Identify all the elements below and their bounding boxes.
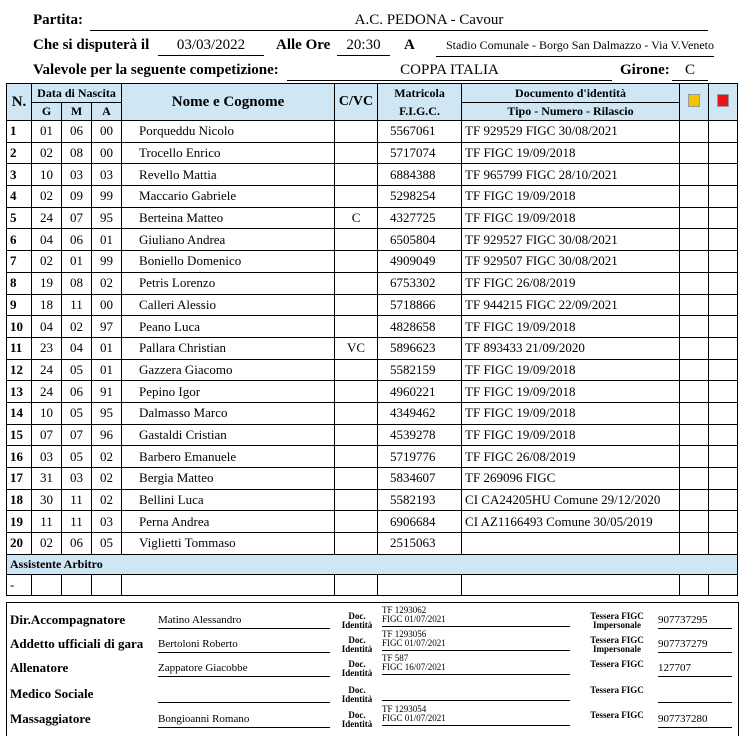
col-birthdate: Data di Nascita bbox=[32, 84, 122, 103]
player-cvc bbox=[335, 402, 378, 424]
birth-month: 05 bbox=[62, 446, 92, 468]
player-cvc bbox=[335, 272, 378, 294]
col-number: N. bbox=[7, 84, 32, 121]
player-red-card-cell bbox=[709, 359, 738, 381]
birth-day: 10 bbox=[32, 164, 62, 186]
birth-year: 01 bbox=[92, 337, 122, 359]
player-red-card-cell bbox=[709, 402, 738, 424]
player-row bbox=[7, 424, 738, 446]
birth-month: 01 bbox=[62, 251, 92, 273]
birth-month: 07 bbox=[62, 424, 92, 446]
assistant-referee-label: Assistente Arbitro bbox=[7, 554, 738, 574]
birth-year: 99 bbox=[92, 186, 122, 208]
player-name: Porqueddu Nicolo bbox=[122, 121, 335, 143]
birth-year: 02 bbox=[92, 446, 122, 468]
staff-tessera-label: Tessera FIGC bbox=[590, 710, 644, 720]
player-cvc bbox=[335, 468, 378, 490]
player-yellow-card-cell bbox=[680, 511, 709, 533]
staff-doc-label: Doc. Identità bbox=[341, 611, 373, 630]
birth-year: 03 bbox=[92, 164, 122, 186]
at-label: A bbox=[404, 37, 415, 53]
staff-tessera: 127707 bbox=[658, 662, 732, 677]
competition-label: Valevole per la seguente competizione: bbox=[33, 62, 279, 78]
player-document: TF FIGC 19/09/2018 bbox=[462, 316, 680, 338]
player-name: Barbero Emanuele bbox=[122, 446, 335, 468]
player-name: Petris Lorenzo bbox=[122, 272, 335, 294]
birth-day: 01 bbox=[32, 121, 62, 143]
player-row bbox=[7, 468, 738, 490]
birth-day: 30 bbox=[32, 489, 62, 511]
player-number: 19 bbox=[7, 511, 32, 533]
birth-year: 05 bbox=[92, 533, 122, 555]
staff-name: Bongioanni Romano bbox=[158, 713, 330, 728]
player-row bbox=[7, 359, 738, 381]
player-matricola: 5582193 bbox=[378, 489, 462, 511]
staff-role: Allenatore bbox=[10, 660, 69, 675]
player-row bbox=[7, 337, 738, 359]
col-figc: F.I.G.C. bbox=[378, 103, 462, 121]
player-matricola: 5717074 bbox=[378, 142, 462, 164]
player-row bbox=[7, 207, 738, 229]
player-number: 5 bbox=[7, 207, 32, 229]
player-matricola: 6906684 bbox=[378, 511, 462, 533]
player-cvc bbox=[335, 424, 378, 446]
player-red-card-cell bbox=[709, 229, 738, 251]
player-yellow-card-cell bbox=[680, 142, 709, 164]
player-matricola: 4539278 bbox=[378, 424, 462, 446]
player-row bbox=[7, 489, 738, 511]
player-number: 12 bbox=[7, 359, 32, 381]
player-document: TF FIGC 19/09/2018 bbox=[462, 424, 680, 446]
birth-day: 02 bbox=[32, 251, 62, 273]
staff-role: Medico Sociale bbox=[10, 686, 94, 701]
player-matricola: 4349462 bbox=[378, 402, 462, 424]
partita-value: A.C. PEDONA - Cavour bbox=[354, 12, 504, 28]
assistant-number: - bbox=[7, 574, 32, 595]
player-document: TF 929527 FIGC 30/08/2021 bbox=[462, 229, 680, 251]
player-row bbox=[7, 381, 738, 403]
player-red-card-cell bbox=[709, 424, 738, 446]
birth-month: 02 bbox=[62, 316, 92, 338]
birth-day: 24 bbox=[32, 381, 62, 403]
birth-year: 99 bbox=[92, 251, 122, 273]
player-yellow-card-cell bbox=[680, 316, 709, 338]
date-label: Che si disputerà il bbox=[33, 37, 150, 53]
player-red-card-cell bbox=[709, 294, 738, 316]
player-red-card-cell bbox=[709, 272, 738, 294]
player-document: CI CA24205HU Comune 29/12/2020 bbox=[462, 489, 680, 511]
player-red-card-cell bbox=[709, 121, 738, 143]
staff-role: Dir.Accompagnatore bbox=[10, 612, 126, 627]
player-cvc bbox=[335, 381, 378, 403]
player-cvc bbox=[335, 511, 378, 533]
staff-doc-line1: TF 587 bbox=[382, 653, 409, 663]
player-yellow-card-cell bbox=[680, 272, 709, 294]
birth-year: 02 bbox=[92, 272, 122, 294]
col-month: M bbox=[62, 103, 92, 121]
player-yellow-card-cell bbox=[680, 446, 709, 468]
player-document: TF FIGC 19/09/2018 bbox=[462, 186, 680, 208]
player-row bbox=[7, 251, 738, 273]
birth-month: 04 bbox=[62, 337, 92, 359]
player-number: 8 bbox=[7, 272, 32, 294]
staff-box bbox=[6, 602, 739, 736]
birth-year: 95 bbox=[92, 402, 122, 424]
player-cvc bbox=[335, 446, 378, 468]
staff-tessera-label: Tessera FIGC Impersonale bbox=[590, 635, 644, 654]
player-matricola: 5298254 bbox=[378, 186, 462, 208]
staff-doc-label: Doc. Identità bbox=[341, 685, 373, 704]
player-red-card-cell bbox=[709, 316, 738, 338]
player-number: 10 bbox=[7, 316, 32, 338]
player-cvc bbox=[335, 489, 378, 511]
player-number: 11 bbox=[7, 337, 32, 359]
player-cvc: VC bbox=[335, 337, 378, 359]
player-name: Berteina Matteo bbox=[122, 207, 335, 229]
player-matricola: 6884388 bbox=[378, 164, 462, 186]
player-document: TF FIGC 19/09/2018 bbox=[462, 359, 680, 381]
player-number: 20 bbox=[7, 533, 32, 555]
player-number: 6 bbox=[7, 229, 32, 251]
player-row bbox=[7, 272, 738, 294]
player-matricola: 5567061 bbox=[378, 121, 462, 143]
staff-tessera-label: Tessera FIGC bbox=[590, 685, 644, 695]
birth-year: 02 bbox=[92, 489, 122, 511]
match-time: 20:30 bbox=[337, 37, 390, 56]
col-day: G bbox=[32, 103, 62, 121]
col-yellow-card bbox=[680, 84, 709, 121]
player-number: 2 bbox=[7, 142, 32, 164]
staff-name: Matino Alessandro bbox=[158, 614, 330, 629]
player-document: CI AZ1166493 Comune 30/05/2019 bbox=[462, 511, 680, 533]
staff-doc-line1: TF 1293062 bbox=[382, 605, 427, 615]
birth-year: 00 bbox=[92, 142, 122, 164]
player-number: 9 bbox=[7, 294, 32, 316]
birth-year: 01 bbox=[92, 359, 122, 381]
player-yellow-card-cell bbox=[680, 251, 709, 273]
player-cvc bbox=[335, 186, 378, 208]
player-red-card-cell bbox=[709, 337, 738, 359]
col-year: A bbox=[92, 103, 122, 121]
birth-day: 02 bbox=[32, 142, 62, 164]
staff-name: Zappatore Giacobbe bbox=[158, 662, 330, 677]
player-matricola: 5718866 bbox=[378, 294, 462, 316]
birth-day: 04 bbox=[32, 229, 62, 251]
player-document: TF FIGC 19/09/2018 bbox=[462, 402, 680, 424]
player-matricola: 5896623 bbox=[378, 337, 462, 359]
player-yellow-card-cell bbox=[680, 337, 709, 359]
player-name: Calleri Alessio bbox=[122, 294, 335, 316]
player-name: Perna Andrea bbox=[122, 511, 335, 533]
player-red-card-cell bbox=[709, 186, 738, 208]
birth-year: 03 bbox=[92, 511, 122, 533]
staff-doc-line2: FIGC 16/07/2021 bbox=[382, 662, 446, 672]
birth-year: 91 bbox=[92, 381, 122, 403]
player-name: Trocello Enrico bbox=[122, 142, 335, 164]
player-yellow-card-cell bbox=[680, 489, 709, 511]
player-matricola: 5582159 bbox=[378, 359, 462, 381]
staff-tessera: 907737295 bbox=[658, 614, 732, 629]
player-document: TF FIGC 26/08/2019 bbox=[462, 446, 680, 468]
player-cvc bbox=[335, 359, 378, 381]
player-row bbox=[7, 402, 738, 424]
player-number: 4 bbox=[7, 186, 32, 208]
birth-year: 01 bbox=[92, 229, 122, 251]
group: C bbox=[672, 62, 708, 81]
birth-day: 31 bbox=[32, 468, 62, 490]
staff-doc-label: Doc. Identità bbox=[341, 710, 373, 729]
player-red-card-cell bbox=[709, 533, 738, 555]
player-row bbox=[7, 511, 738, 533]
birth-month: 11 bbox=[62, 294, 92, 316]
match-date: 03/03/2022 bbox=[158, 37, 264, 56]
player-cvc bbox=[335, 251, 378, 273]
player-document: TF 269096 FIGC bbox=[462, 468, 680, 490]
birth-day: 24 bbox=[32, 359, 62, 381]
group-label: Girone: bbox=[620, 62, 670, 78]
birth-year: 00 bbox=[92, 294, 122, 316]
player-red-card-cell bbox=[709, 446, 738, 468]
player-matricola: 4960221 bbox=[378, 381, 462, 403]
birth-day: 02 bbox=[32, 533, 62, 555]
player-yellow-card-cell bbox=[680, 533, 709, 555]
birth-year: 97 bbox=[92, 316, 122, 338]
player-name: Peano Luca bbox=[122, 316, 335, 338]
staff-doc-label: Doc. Identità bbox=[341, 635, 373, 654]
player-document bbox=[462, 533, 680, 555]
player-name: Boniello Domenico bbox=[122, 251, 335, 273]
staff-tessera-label: Tessera FIGC Impersonale bbox=[590, 611, 644, 630]
col-document-sub: Tipo - Numero - Rilascio bbox=[462, 103, 680, 121]
player-cvc bbox=[335, 142, 378, 164]
player-yellow-card-cell bbox=[680, 186, 709, 208]
player-red-card-cell bbox=[709, 489, 738, 511]
yellow-card-icon bbox=[688, 94, 700, 107]
birth-month: 06 bbox=[62, 121, 92, 143]
player-matricola: 5834607 bbox=[378, 468, 462, 490]
partita-label: Partita: bbox=[33, 12, 83, 28]
birth-month: 06 bbox=[62, 381, 92, 403]
player-matricola: 4828658 bbox=[378, 316, 462, 338]
player-name: Maccario Gabriele bbox=[122, 186, 335, 208]
staff-role: Massaggiatore bbox=[10, 711, 91, 726]
player-matricola: 5719776 bbox=[378, 446, 462, 468]
player-document: TF FIGC 19/09/2018 bbox=[462, 381, 680, 403]
player-yellow-card-cell bbox=[680, 468, 709, 490]
player-yellow-card-cell bbox=[680, 359, 709, 381]
player-name: Bergia Matteo bbox=[122, 468, 335, 490]
player-row bbox=[7, 316, 738, 338]
staff-role: Addetto ufficiali di gara bbox=[10, 636, 144, 651]
birth-day: 07 bbox=[32, 424, 62, 446]
player-name: Dalmasso Marco bbox=[122, 402, 335, 424]
player-name: Bellini Luca bbox=[122, 489, 335, 511]
player-cvc bbox=[335, 121, 378, 143]
player-matricola: 2515063 bbox=[378, 533, 462, 555]
player-number: 13 bbox=[7, 381, 32, 403]
player-name: Giuliano Andrea bbox=[122, 229, 335, 251]
player-yellow-card-cell bbox=[680, 121, 709, 143]
player-row bbox=[7, 186, 738, 208]
player-number: 14 bbox=[7, 402, 32, 424]
player-row bbox=[7, 533, 738, 555]
player-cvc bbox=[335, 229, 378, 251]
player-red-card-cell bbox=[709, 511, 738, 533]
player-number: 18 bbox=[7, 489, 32, 511]
player-number: 15 bbox=[7, 424, 32, 446]
player-cvc: C bbox=[335, 207, 378, 229]
player-cvc bbox=[335, 533, 378, 555]
staff-doc-line2: FIGC 01/07/2021 bbox=[382, 713, 446, 723]
player-name: Gastaldi Cristian bbox=[122, 424, 335, 446]
player-document: TF FIGC 26/08/2019 bbox=[462, 272, 680, 294]
player-number: 17 bbox=[7, 468, 32, 490]
time-label: Alle Ore bbox=[276, 37, 331, 53]
birth-month: 05 bbox=[62, 402, 92, 424]
player-name: Gazzera Giacomo bbox=[122, 359, 335, 381]
players-table bbox=[6, 83, 738, 596]
player-matricola: 6505804 bbox=[378, 229, 462, 251]
player-name: Pepino Igor bbox=[122, 381, 335, 403]
player-row bbox=[7, 142, 738, 164]
player-red-card-cell bbox=[709, 381, 738, 403]
staff-name: Bertoloni Roberto bbox=[158, 638, 330, 653]
player-number: 3 bbox=[7, 164, 32, 186]
player-row bbox=[7, 229, 738, 251]
player-number: 1 bbox=[7, 121, 32, 143]
player-number: 16 bbox=[7, 446, 32, 468]
birth-month: 08 bbox=[62, 142, 92, 164]
player-red-card-cell bbox=[709, 207, 738, 229]
player-name: Pallara Christian bbox=[122, 337, 335, 359]
staff-tessera: 907737280 bbox=[658, 713, 732, 728]
player-name: Viglietti Tommaso bbox=[122, 533, 335, 555]
birth-year: 95 bbox=[92, 207, 122, 229]
col-cvc: C/VC bbox=[335, 84, 378, 121]
birth-day: 18 bbox=[32, 294, 62, 316]
birth-month: 03 bbox=[62, 468, 92, 490]
birth-year: 00 bbox=[92, 121, 122, 143]
birth-month: 07 bbox=[62, 207, 92, 229]
player-yellow-card-cell bbox=[680, 402, 709, 424]
player-document: TF FIGC 19/09/2018 bbox=[462, 142, 680, 164]
birth-day: 04 bbox=[32, 316, 62, 338]
player-yellow-card-cell bbox=[680, 294, 709, 316]
player-cvc bbox=[335, 294, 378, 316]
player-row bbox=[7, 294, 738, 316]
player-document: TF 929507 FIGC 30/08/2021 bbox=[462, 251, 680, 273]
col-document: Documento d'identità bbox=[462, 84, 680, 103]
staff-doc-line1: TF 1293056 bbox=[382, 629, 427, 639]
birth-day: 02 bbox=[32, 186, 62, 208]
birth-day: 10 bbox=[32, 402, 62, 424]
competition: COPPA ITALIA bbox=[287, 62, 612, 81]
birth-day: 23 bbox=[32, 337, 62, 359]
col-matricola: Matricola bbox=[378, 84, 462, 103]
player-red-card-cell bbox=[709, 142, 738, 164]
birth-year: 02 bbox=[92, 468, 122, 490]
player-document: TF FIGC 19/09/2018 bbox=[462, 207, 680, 229]
birth-month: 11 bbox=[62, 511, 92, 533]
player-yellow-card-cell bbox=[680, 207, 709, 229]
staff-doc-line2: FIGC 01/07/2021 bbox=[382, 638, 446, 648]
birth-month: 06 bbox=[62, 533, 92, 555]
player-row bbox=[7, 164, 738, 186]
player-red-card-cell bbox=[709, 468, 738, 490]
birth-month: 06 bbox=[62, 229, 92, 251]
birth-day: 24 bbox=[32, 207, 62, 229]
player-yellow-card-cell bbox=[680, 381, 709, 403]
player-matricola: 6753302 bbox=[378, 272, 462, 294]
birth-year: 96 bbox=[92, 424, 122, 446]
player-number: 7 bbox=[7, 251, 32, 273]
player-row bbox=[7, 446, 738, 468]
birth-month: 08 bbox=[62, 272, 92, 294]
player-document: TF 893433 21/09/2020 bbox=[462, 337, 680, 359]
red-card-icon bbox=[717, 94, 729, 107]
birth-day: 19 bbox=[32, 272, 62, 294]
col-red-card bbox=[709, 84, 738, 121]
player-document: TF 929529 FIGC 30/08/2021 bbox=[462, 121, 680, 143]
staff-doc-label: Doc. Identità bbox=[341, 659, 373, 678]
birth-day: 11 bbox=[32, 511, 62, 533]
staff-doc-line1: TF 1293054 bbox=[382, 704, 427, 714]
birth-month: 09 bbox=[62, 186, 92, 208]
player-cvc bbox=[335, 316, 378, 338]
staff-tessera-label: Tessera FIGC bbox=[590, 659, 644, 669]
player-document: TF 944215 FIGC 22/09/2021 bbox=[462, 294, 680, 316]
partita-field bbox=[90, 12, 708, 31]
stadium: Stadio Comunale - Borgo San Dalmazzo - Via V.Veneto bbox=[436, 38, 714, 57]
player-red-card-cell bbox=[709, 164, 738, 186]
player-document: TF 965799 FIGC 28/10/2021 bbox=[462, 164, 680, 186]
player-row bbox=[7, 121, 738, 143]
player-yellow-card-cell bbox=[680, 424, 709, 446]
staff-tessera: 907737279 bbox=[658, 638, 732, 653]
player-red-card-cell bbox=[709, 251, 738, 273]
birth-month: 05 bbox=[62, 359, 92, 381]
player-yellow-card-cell bbox=[680, 229, 709, 251]
player-matricola: 4327725 bbox=[378, 207, 462, 229]
staff-doc-line2: FIGC 01/07/2021 bbox=[382, 614, 446, 624]
player-cvc bbox=[335, 164, 378, 186]
player-matricola: 4909049 bbox=[378, 251, 462, 273]
col-name: Nome e Cognome bbox=[122, 84, 335, 121]
birth-day: 03 bbox=[32, 446, 62, 468]
player-yellow-card-cell bbox=[680, 164, 709, 186]
birth-month: 11 bbox=[62, 489, 92, 511]
birth-month: 03 bbox=[62, 164, 92, 186]
player-name: Revello Mattia bbox=[122, 164, 335, 186]
